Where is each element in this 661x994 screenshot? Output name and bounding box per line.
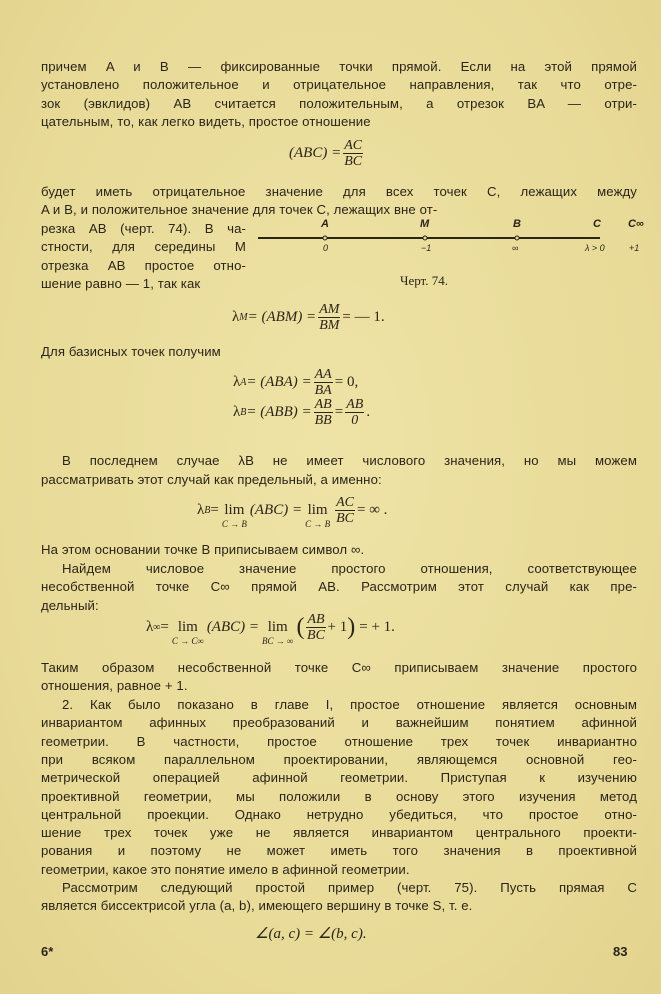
lim-word: lim: [224, 501, 245, 518]
text-line: цательным, то, как легко видеть, простое отношение: [41, 113, 371, 129]
text-line: шение равно — 1, так как: [41, 275, 201, 291]
lim-word: lim: [307, 501, 328, 518]
lambda: λ: [233, 404, 241, 420]
fraction: [314, 367, 333, 398]
text-line: На этом основании точке B приписываем символ ∞.: [41, 542, 365, 557]
subscript: B: [240, 407, 247, 418]
label-c-infinity: C∞: [628, 218, 644, 230]
numerator: AB: [314, 397, 332, 412]
text-line: при всяком параллельном проектировании, являющемся основной гео-: [41, 751, 637, 767]
numerator: AC: [336, 495, 354, 510]
plus-one: + 1: [327, 619, 348, 635]
text-line: центральной проекции. Однако нетрудно убедиться, что простое отно-: [41, 806, 637, 822]
text-line: проективной геометрии, мы положили в основу этого изучения метод: [41, 788, 637, 804]
formula-mid: (ABC) =: [249, 502, 303, 518]
value-c-infinity: +1: [629, 243, 640, 253]
paren-open: (: [296, 614, 305, 640]
text-line: несобственной точке C∞ прямой AB. Рассмотрим этот случай как пре-: [41, 579, 637, 595]
formula-rhs: = ∞ .: [356, 502, 388, 518]
value-c: λ > 0: [585, 243, 605, 253]
formula-rhs: = + 1.: [359, 619, 395, 635]
formula-angles: [255, 924, 367, 943]
text-line: геометрии. В частности, простое отношение трех точек инвариантно: [41, 733, 637, 749]
lambda: λ: [197, 502, 205, 518]
numerator: AM: [319, 302, 340, 317]
text-line: является биссектрисой угла (a, b), имеющего вершину в точке S, т. е.: [41, 898, 473, 914]
formula-rhs: .: [366, 404, 371, 420]
formula-simple-ratio: [289, 138, 365, 169]
lambda: λ: [232, 309, 240, 325]
text-line: будет иметь отрицательное значение для всех точек C, лежащих между: [41, 184, 637, 199]
figure-caption: Черт. 74.: [400, 273, 449, 288]
fraction: [306, 612, 325, 643]
lambda: λ: [233, 374, 241, 390]
formula-lambda-a: [233, 367, 358, 398]
text-line: отрезка AB простое отно-: [41, 257, 246, 273]
limit: [222, 503, 247, 531]
formula-lhs: (ABC) =: [289, 145, 342, 161]
point-m: [423, 236, 427, 240]
text-line: рассматривать этот случай как предельный, а именно:: [41, 471, 382, 487]
lim-subscript: C → B: [221, 518, 247, 529]
formula-text: ∠(a, c) = ∠(b, c).: [255, 926, 367, 942]
text-line: причем A и B — фиксированные точки прямой. Если на этой прямой: [41, 59, 637, 74]
lambda: λ: [146, 619, 154, 635]
formula-rhs: = — 1.: [342, 309, 385, 325]
denominator: BC: [307, 628, 325, 643]
denominator: BC: [336, 511, 354, 526]
text-line: инвариантом афинных преобразований и важнейшим понятием афинной: [41, 715, 637, 731]
text-line: Рассмотрим следующий простой пример (черт. 75). Пусть прямая C: [62, 880, 637, 895]
text-line: Найдем числовое значение простого отношения, соответствующее: [62, 561, 637, 576]
point-a: [323, 236, 327, 240]
limit: [172, 620, 204, 648]
text-line: дельный:: [41, 597, 99, 613]
formula-mid: = (ABM) =: [247, 309, 317, 325]
subscript: ∞: [153, 622, 161, 633]
subscript: B: [204, 505, 211, 516]
equals: =: [210, 502, 219, 518]
numerator: AB: [307, 612, 325, 627]
value-a: 0: [323, 243, 329, 253]
lim-word: lim: [267, 618, 288, 635]
page-number: 83: [613, 944, 628, 959]
fraction: [335, 495, 355, 526]
denominator: BM: [319, 318, 340, 333]
denominator: BB: [314, 413, 332, 428]
text-line: геометрии, какое это понятие имело в афинной геометрии.: [41, 861, 410, 877]
formula-lambda-m: [232, 302, 385, 333]
formula-lambda-b: [233, 397, 370, 428]
denominator: 0: [351, 413, 359, 428]
fraction: [318, 302, 340, 333]
text-line: A и B, и положительное значение для точек C, лежащих вне от-: [41, 202, 438, 218]
formula-rhs: = 0,: [334, 374, 359, 390]
formula-mid: = (ABB) =: [246, 404, 312, 420]
fraction: [314, 397, 333, 428]
text-line: Таким образом несобственной точке C∞ приписываем значение простого: [41, 660, 637, 675]
label-b: B: [513, 218, 521, 230]
figure-74: [255, 212, 645, 302]
value-b: ∞: [512, 243, 519, 253]
lim-subscript: C → B: [305, 518, 331, 529]
paren-close: ): [347, 614, 356, 640]
text-line: метрической операцией афинной геометрии. Приступая к изучению: [41, 770, 637, 786]
point-b: [515, 236, 519, 240]
subscript: M: [239, 312, 248, 323]
text-line: шение трех точек уже не является инвариантом центрального проекти-: [41, 825, 637, 841]
value-m: −1: [421, 243, 432, 253]
label-c: C: [593, 218, 601, 230]
text-line: зок (эвклидов) AB считается положительным, а отрезок BA — отри-: [41, 95, 637, 111]
text-line: стности, для середины M: [41, 239, 246, 255]
equals: =: [160, 619, 169, 635]
numerator: AC: [344, 138, 363, 153]
numerator: AA: [314, 367, 332, 382]
numerator: AB: [346, 397, 364, 412]
formula-lambda-b-limit: [197, 495, 388, 529]
formula-mid: (ABC) =: [206, 619, 260, 635]
limit: [305, 503, 330, 531]
text-line: В последнем случае λB не имеет числового значения, но мы можем: [62, 453, 637, 468]
denominator: BC: [344, 154, 363, 169]
equals: =: [334, 404, 344, 420]
number-line: [255, 212, 645, 272]
subscript: A: [240, 377, 247, 388]
fraction: [343, 138, 363, 169]
formula-lambda-infinity: [146, 612, 395, 646]
text-line: установлено положительное и отрицательное направления, так что отре-: [41, 77, 637, 93]
signature-mark: 6*: [41, 944, 54, 959]
label-m: M: [420, 218, 430, 230]
formula-mid: = (ABA) =: [246, 374, 312, 390]
text-line: рования и поэтому не может иметь того значения в проективной: [41, 843, 637, 859]
label-a: A: [321, 218, 329, 230]
text-line: Для базисных точек получим: [41, 344, 221, 359]
denominator: BA: [314, 383, 332, 398]
lim-word: lim: [177, 618, 198, 635]
text-line: отношения, равное + 1.: [41, 678, 188, 694]
fraction: [345, 397, 364, 428]
text-line: резка AB (черт. 74). В ча-: [41, 221, 246, 236]
limit: [262, 620, 293, 648]
lim-subscript: BC → ∞: [262, 635, 294, 646]
text-line: 2. Как было показано в главе I, простое отношение является основным: [62, 697, 637, 712]
lim-subscript: C → C∞: [171, 635, 204, 646]
